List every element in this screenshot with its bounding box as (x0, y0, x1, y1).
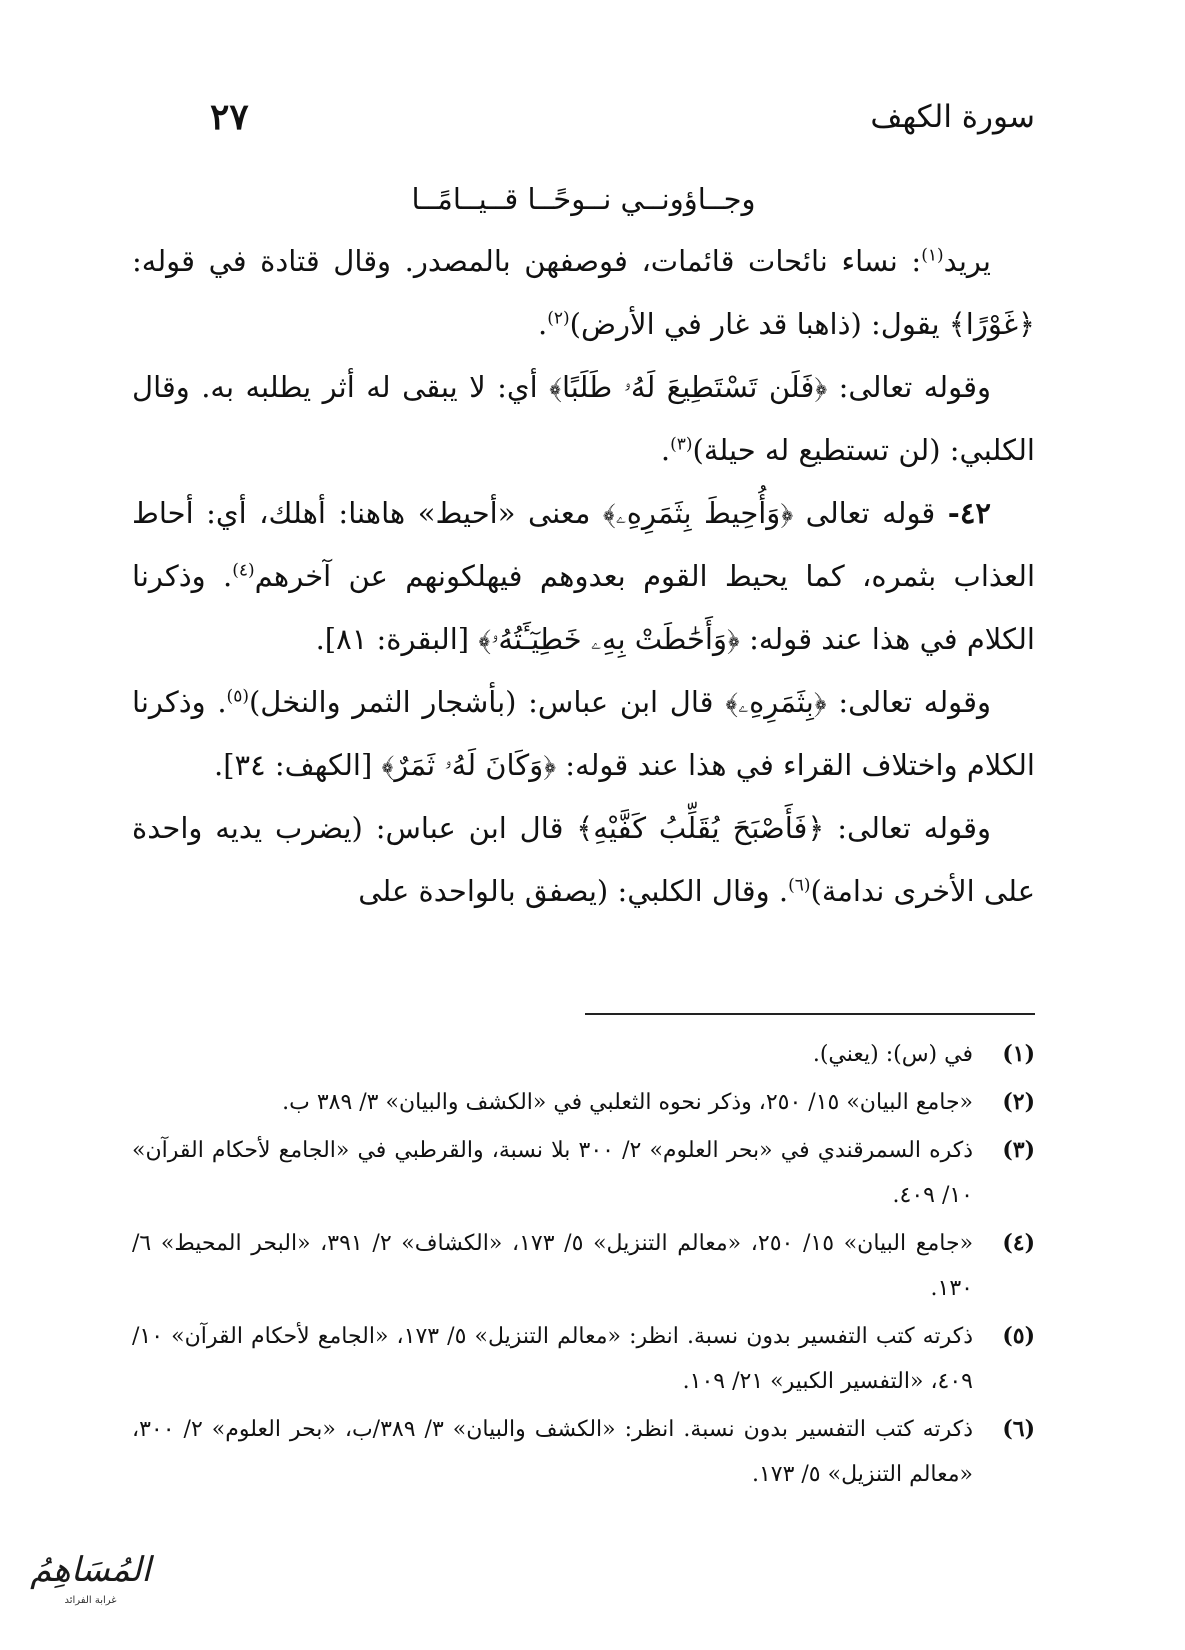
footnote-ref: (٣) (670, 434, 693, 455)
verse-number: ٤٢- (947, 496, 991, 530)
footnote (132, 1221, 1035, 1311)
poetry-verse: وجــاؤونــي نــوحًــا قــيــامًــا (411, 182, 756, 216)
paragraph-2 (132, 356, 1035, 482)
paragraph-text: . وقال الكلبي: (يصفق بالواحدة على (358, 874, 789, 908)
paragraph-text: : نساء نائحات قائمات، فوصفهن بالمصدر. وقال قتادة في قوله: ﴿غَوْرًا﴾ يقول: (ذاهبا قد غار في الأرض) (132, 244, 1035, 341)
footnote-text: ذكره السمرقندي في «بحر العلوم» ٢/ ٣٠٠ بلا نسبة، والقرطبي في «الجامع لأحكام القرآن» ١٠/ ٤٠٩. (132, 1138, 974, 1208)
paragraph-text: قوله تعالى ﴿وَأُحِيطَ بِثَمَرِهِۦ﴾ معنى «أحيط» هاهنا: أهلك، أي: أحاط العذاب بثمره، كما يحيط القوم بعدوهم فيهلكونهم عن آخرهم (132, 496, 1035, 593)
page-header (210, 92, 1035, 142)
footnote-ref: (١) (921, 245, 944, 266)
footnote-number: (٤) (1002, 1230, 1035, 1256)
paragraph-text: . (538, 307, 548, 341)
footnote-ref: (٦) (788, 875, 811, 896)
footnote-text: ذكرته كتب التفسير بدون نسبة. انظر: «الكشف والبيان» ٣/ ٣٨٩/ب، «بحر العلوم» ٢/ ٣٠٠، «معالم التنزيل» ٥/ ١٧٣. (132, 1417, 974, 1487)
footnote-number: (١) (1002, 1041, 1035, 1067)
footnote-divider (585, 1013, 1035, 1015)
paragraph-text: وقوله تعالى: ﴿فَلَن تَسْتَطِيعَ لَهُۥ طَلَبًا﴾ أي: لا يبقى له أثر يطلبه به. وقال الكلبي: (لن تستطيع له حيلة) (132, 370, 1035, 467)
paragraph-text: وقوله تعالى: ﴿بِثَمَرِهِۦ﴾ قال ابن عباس: (بأشجار الثمر والنخل) (248, 685, 991, 719)
paragraph-text: . (660, 433, 671, 467)
paragraph-text: . وذكرنا الكلام في هذا عند قوله: ﴿وَأَحَٰطَتْ بِهِۦ خَطِيٓـَٔتُهُۥ﴾ [البقرة: ٨١]. (132, 559, 1035, 656)
publisher-logo (18, 1548, 163, 1618)
footnote-ref: (٤) (232, 560, 255, 581)
footnote (132, 1080, 1035, 1125)
paragraph-text: يريد (943, 244, 991, 278)
footnote-number: (٢) (1002, 1089, 1035, 1115)
footnote-number: (٣) (1002, 1137, 1035, 1163)
footnote-ref: (٢) (547, 308, 570, 329)
footnote-text: «جامع البيان» ١٥/ ٢٥٠، «معالم التنزيل» ٥/ ١٧٣، «الكشاف» ٢/ ٣٩١، «البحر المحيط» ٦/ ١٣٠. (132, 1231, 974, 1301)
logo-text: المُسَاهِمُ (30, 1550, 151, 1590)
footnotes-section (132, 1032, 1035, 1500)
footnote (132, 1407, 1035, 1497)
paragraph-4 (132, 671, 1035, 797)
footnote (132, 1314, 1035, 1404)
logo-subtext: غرابة الفرائد (64, 1595, 117, 1606)
paragraph-text: وقوله تعالى: ﴿فَأَصْبَحَ يُقَلِّبُ كَفَّيْهِ﴾ قال ابن عباس: (يضرب يديه واحدة على الأخرى ندامة) (132, 811, 1035, 908)
footnote-text: في (س): (يعني). (812, 1042, 973, 1067)
paragraph-5 (132, 797, 1035, 923)
main-text (132, 168, 1035, 923)
footnote-ref: (٥) (226, 686, 249, 707)
paragraph-1 (132, 230, 1035, 356)
paragraph-text: . وذكرنا الكلام واختلاف القراء في هذا عند قوله: ﴿وَكَانَ لَهُۥ ثَمَرٌ﴾ [الكهف: ٣٤]. (132, 685, 1035, 782)
footnote (132, 1128, 1035, 1218)
paragraph-3 (132, 482, 1035, 671)
footnote-text: «جامع البيان» ١٥/ ٢٥٠، وذكر نحوه الثعلبي في «الكشف والبيان» ٣/ ٣٨٩ ب. (282, 1090, 973, 1115)
surah-title: سورة الكهف (870, 99, 1035, 135)
footnote-text: ذكرته كتب التفسير بدون نسبة. انظر: «معالم التنزيل» ٥/ ١٧٣، «الجامع لأحكام القرآن» ١٠/ ٤٠٩، «التفسير الكبير» ٢١/ ١٠٩. (132, 1324, 973, 1394)
footnote-number: (٦) (1002, 1416, 1035, 1442)
footnote-number: (٥) (1002, 1323, 1035, 1349)
page-number: ٢٧ (210, 96, 249, 138)
footnote (132, 1032, 1035, 1077)
